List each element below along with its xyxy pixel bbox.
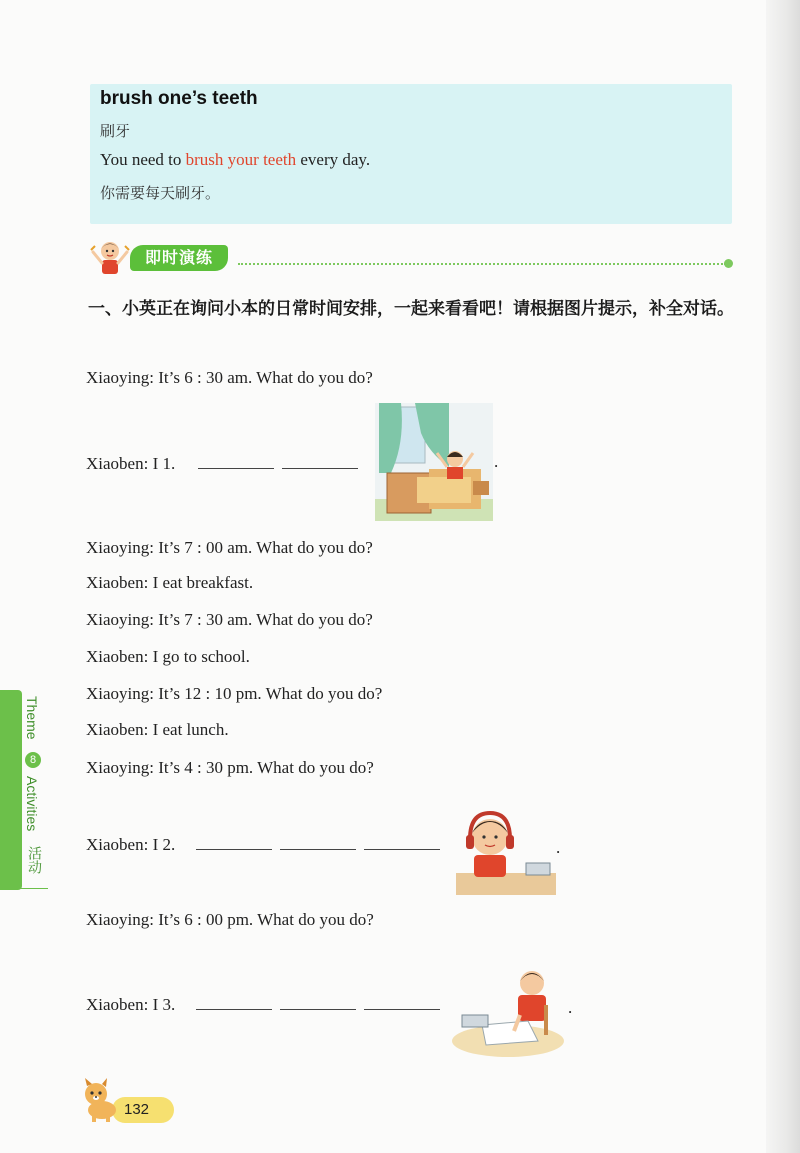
page-edge — [766, 0, 800, 1153]
end-period: . — [568, 998, 573, 1017]
practice-header — [88, 238, 738, 278]
side-tab-bar — [0, 690, 22, 890]
speaker: Xiaoying — [86, 910, 150, 929]
end-period: . — [494, 452, 499, 471]
dialogue-line: Xiaoben: I 1. — [86, 452, 358, 474]
dialogue-line: Xiaoying: It’s 7 : 30 am. What do you do? — [86, 610, 373, 629]
line-text: It’s 7 : 00 am. What do you do? — [158, 538, 373, 557]
dialogue-line: Xiaoben: I eat breakfast. — [86, 573, 254, 592]
exercise-instruction: 一、小英正在询问小本的日常时间安排，一起来看看吧！请根据图片提示，补全对话。 — [88, 299, 734, 319]
dialogue-line: Xiaoying: It’s 6 : 00 pm. What do you do? — [86, 910, 374, 929]
line-text: I 1. — [152, 454, 176, 473]
side-tab-underline — [0, 888, 48, 889]
example-after: every day. — [296, 150, 371, 169]
dog-icon — [80, 1078, 120, 1122]
line-text: I 3. — [152, 995, 176, 1014]
chapter-side-tab — [0, 690, 48, 890]
vocab-box — [90, 84, 732, 224]
answer-blank[interactable] — [364, 833, 440, 850]
line-text: It’s 7 : 30 am. What do you do? — [158, 610, 373, 629]
music-illustration — [456, 803, 556, 895]
answer-blank[interactable] — [280, 833, 356, 850]
wake-up-illustration — [375, 403, 493, 521]
vocab-example-translation: 你需要每天刷牙。 — [100, 184, 221, 202]
speaker: Xiaoben — [86, 573, 144, 592]
line-text: It’s 6 : 30 am. What do you do? — [158, 368, 373, 387]
answer-blank[interactable] — [364, 993, 440, 1010]
line-text: It’s 12 : 10 pm. What do you do? — [158, 684, 383, 703]
dialogue-line: Xiaoying: It’s 6 : 30 am. What do you do? — [86, 368, 373, 387]
dialogue-line: Xiaoben: I 2. — [86, 833, 440, 855]
speaker: Xiaoben — [86, 647, 144, 666]
line-text: It’s 4 : 30 pm. What do you do? — [158, 758, 374, 777]
speaker: Xiaoben — [86, 995, 144, 1014]
speaker: Xiaoben — [86, 835, 144, 854]
answer-blank[interactable] — [196, 833, 272, 850]
dialogue-line: Xiaoben: I eat lunch. — [86, 720, 229, 739]
answer-blank[interactable] — [282, 452, 358, 469]
speaker: Xiaoben — [86, 720, 144, 739]
line-text: I eat lunch. — [152, 720, 229, 739]
answer-blank[interactable] — [280, 993, 356, 1010]
speaker: Xiaoying — [86, 538, 150, 557]
side-tab-label-cn: 活动 — [26, 846, 42, 874]
side-tab-number: 8 — [25, 752, 41, 768]
divider-end-dot — [724, 259, 733, 268]
end-period: . — [556, 838, 561, 857]
kid-icon — [88, 238, 132, 278]
homework-illustration — [452, 965, 564, 1057]
line-text: I eat breakfast. — [152, 573, 254, 592]
dialogue-line: Xiaoying: It’s 4 : 30 pm. What do you do? — [86, 758, 374, 777]
speaker: Xiaoben — [86, 454, 144, 473]
page-number: 132 — [124, 1101, 150, 1118]
practice-title: 即时演练 — [130, 245, 228, 271]
speaker: Xiaoying — [86, 684, 150, 703]
line-text: It’s 6 : 00 pm. What do you do? — [158, 910, 374, 929]
dotted-divider — [238, 263, 726, 265]
dialogue-line: Xiaoben: I 3. — [86, 993, 440, 1015]
side-tab-theme: Theme — [24, 696, 40, 740]
speaker: Xiaoying — [86, 368, 150, 387]
speaker: Xiaoying — [86, 758, 150, 777]
speaker: Xiaoying — [86, 610, 150, 629]
answer-blank[interactable] — [196, 993, 272, 1010]
vocab-phrase: brush one’s teeth — [100, 88, 258, 109]
answer-blank[interactable] — [198, 452, 274, 469]
example-highlight: brush your teeth — [185, 150, 297, 169]
side-tab-activities: Activities — [24, 776, 40, 832]
line-text: I go to school. — [152, 647, 250, 666]
vocab-example — [100, 150, 370, 170]
example-before: You need to — [100, 150, 186, 169]
dialogue-line: Xiaoben: I go to school. — [86, 647, 250, 666]
vocab-meaning: 刷牙 — [100, 122, 131, 140]
dialogue-line: Xiaoying: It’s 12 : 10 pm. What do you do? — [86, 684, 383, 703]
line-text: I 2. — [152, 835, 176, 854]
dialogue-line: Xiaoying: It’s 7 : 00 am. What do you do? — [86, 538, 373, 557]
